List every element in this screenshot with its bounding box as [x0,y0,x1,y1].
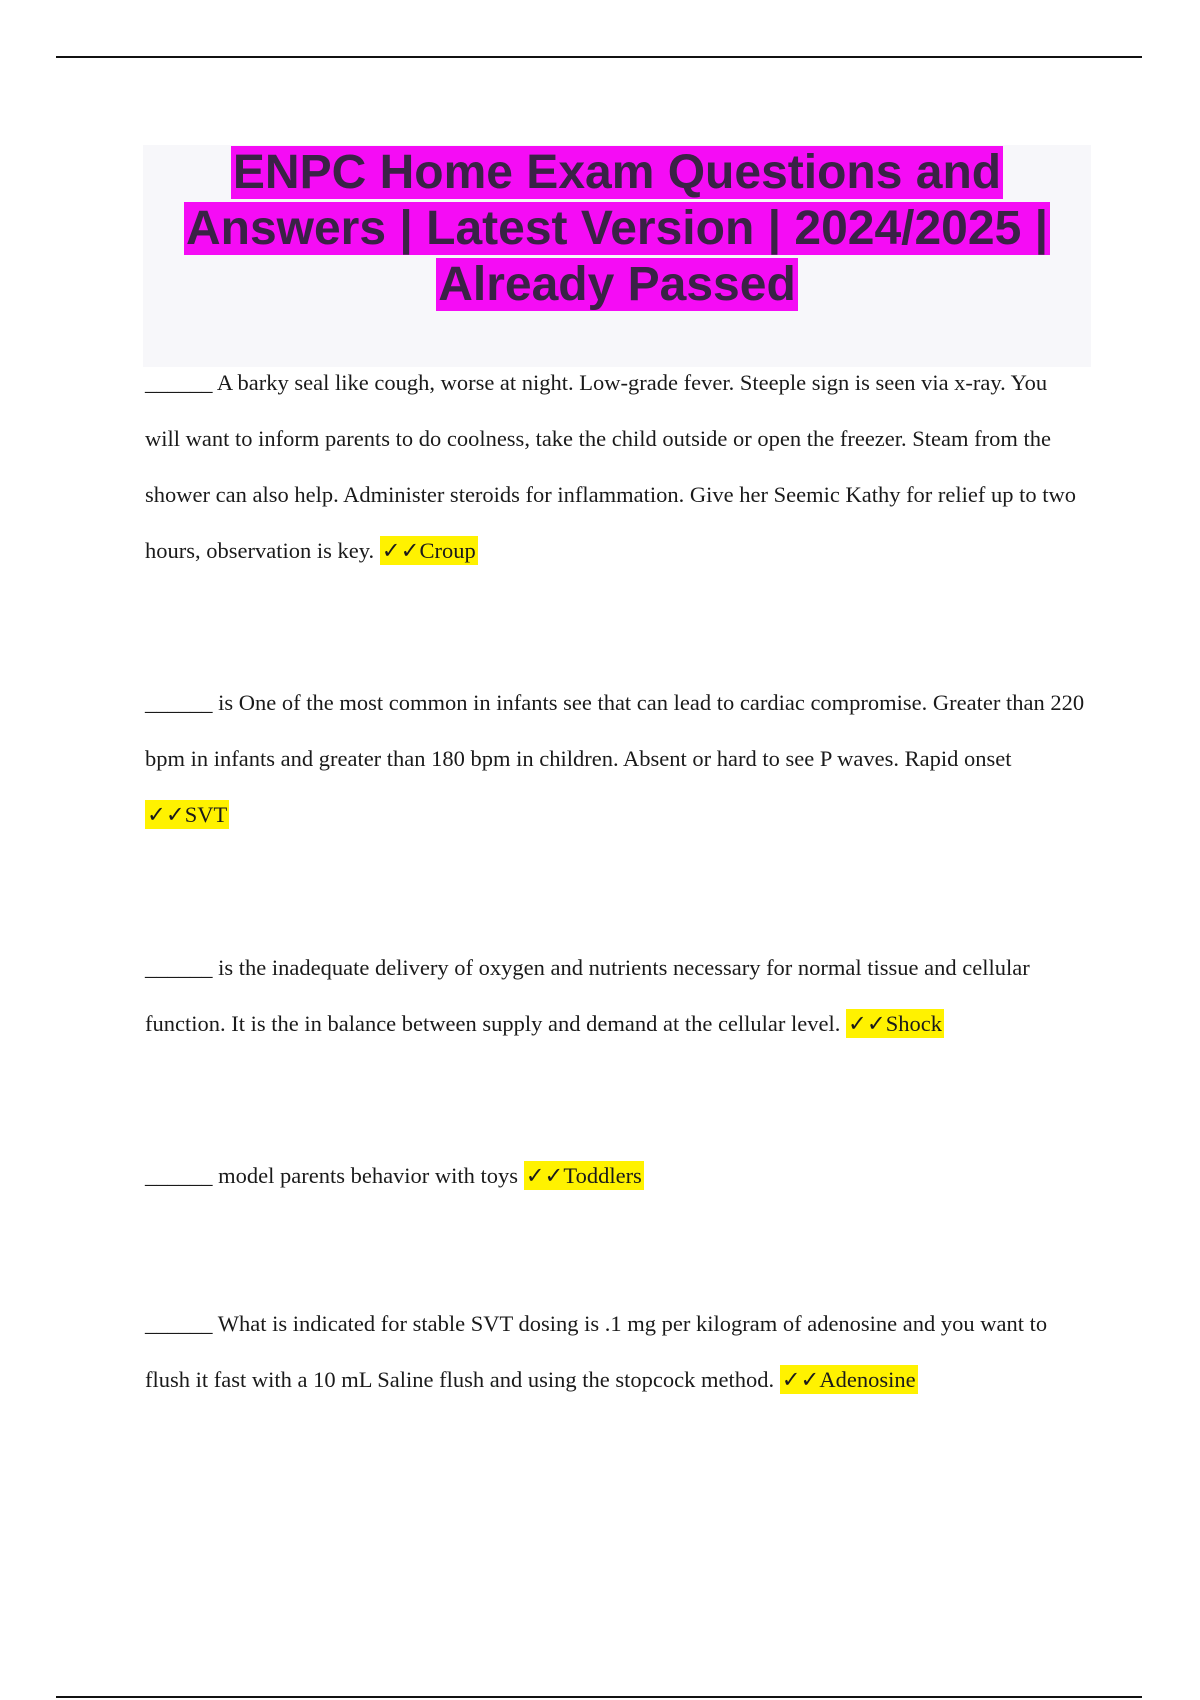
page-title [143,145,1091,313]
question-text: ______ model parents behavior with toys [145,1163,524,1188]
answer-highlight: ✓✓Shock [848,1011,942,1036]
question-text: ______ What is indicated for stable SVT dosing is .1 mg per kilogram of adenosine and you want to flush it fast with a 10 mL Saline flush and using the stopcock method. [145,1311,1048,1392]
bottom-divider [56,1696,1142,1698]
question-text: ______ is the inadequate delivery of oxygen and nutrients necessary for normal tissue and cellular function. It is the in balance between supply and demand at the cellular level. [145,955,1030,1036]
qa-item [145,940,1085,1052]
title-banner [143,145,1091,367]
qa-item [145,355,1085,579]
answer-highlight: ✓✓Adenosine [781,1367,916,1392]
qa-item [145,1296,1085,1408]
title-line: Already Passed [438,258,796,311]
answer-highlight: ✓✓SVT [147,802,228,827]
question-text: ______ A barky seal like cough, worse at night. Low-grade fever. Steeple sign is seen via x-ray. You will want to inform parents to do coolness, take the child outside or open the freezer. Steam from the shower can also help. Administer steroids for inflammation. Give her Seemic Kathy for relief up to two hours, observation is key. [145,370,1077,563]
title-line: Answers | Latest Version | 2024/2025 | [185,202,1049,255]
answer-highlight: ✓✓Croup [381,538,476,563]
qa-item [145,1148,1085,1204]
answer-highlight: ✓✓Toddlers [525,1163,642,1188]
top-divider [56,56,1142,58]
title-line: ENPC Home Exam Questions and [232,146,1002,199]
question-text: ______ is One of the most common in infants see that can lead to cardiac compromise. Greater than 220 bpm in infants and greater than 180 bpm in children. Absent or hard to see P waves. Rapid onset [145,690,1085,771]
qa-item [145,675,1085,843]
